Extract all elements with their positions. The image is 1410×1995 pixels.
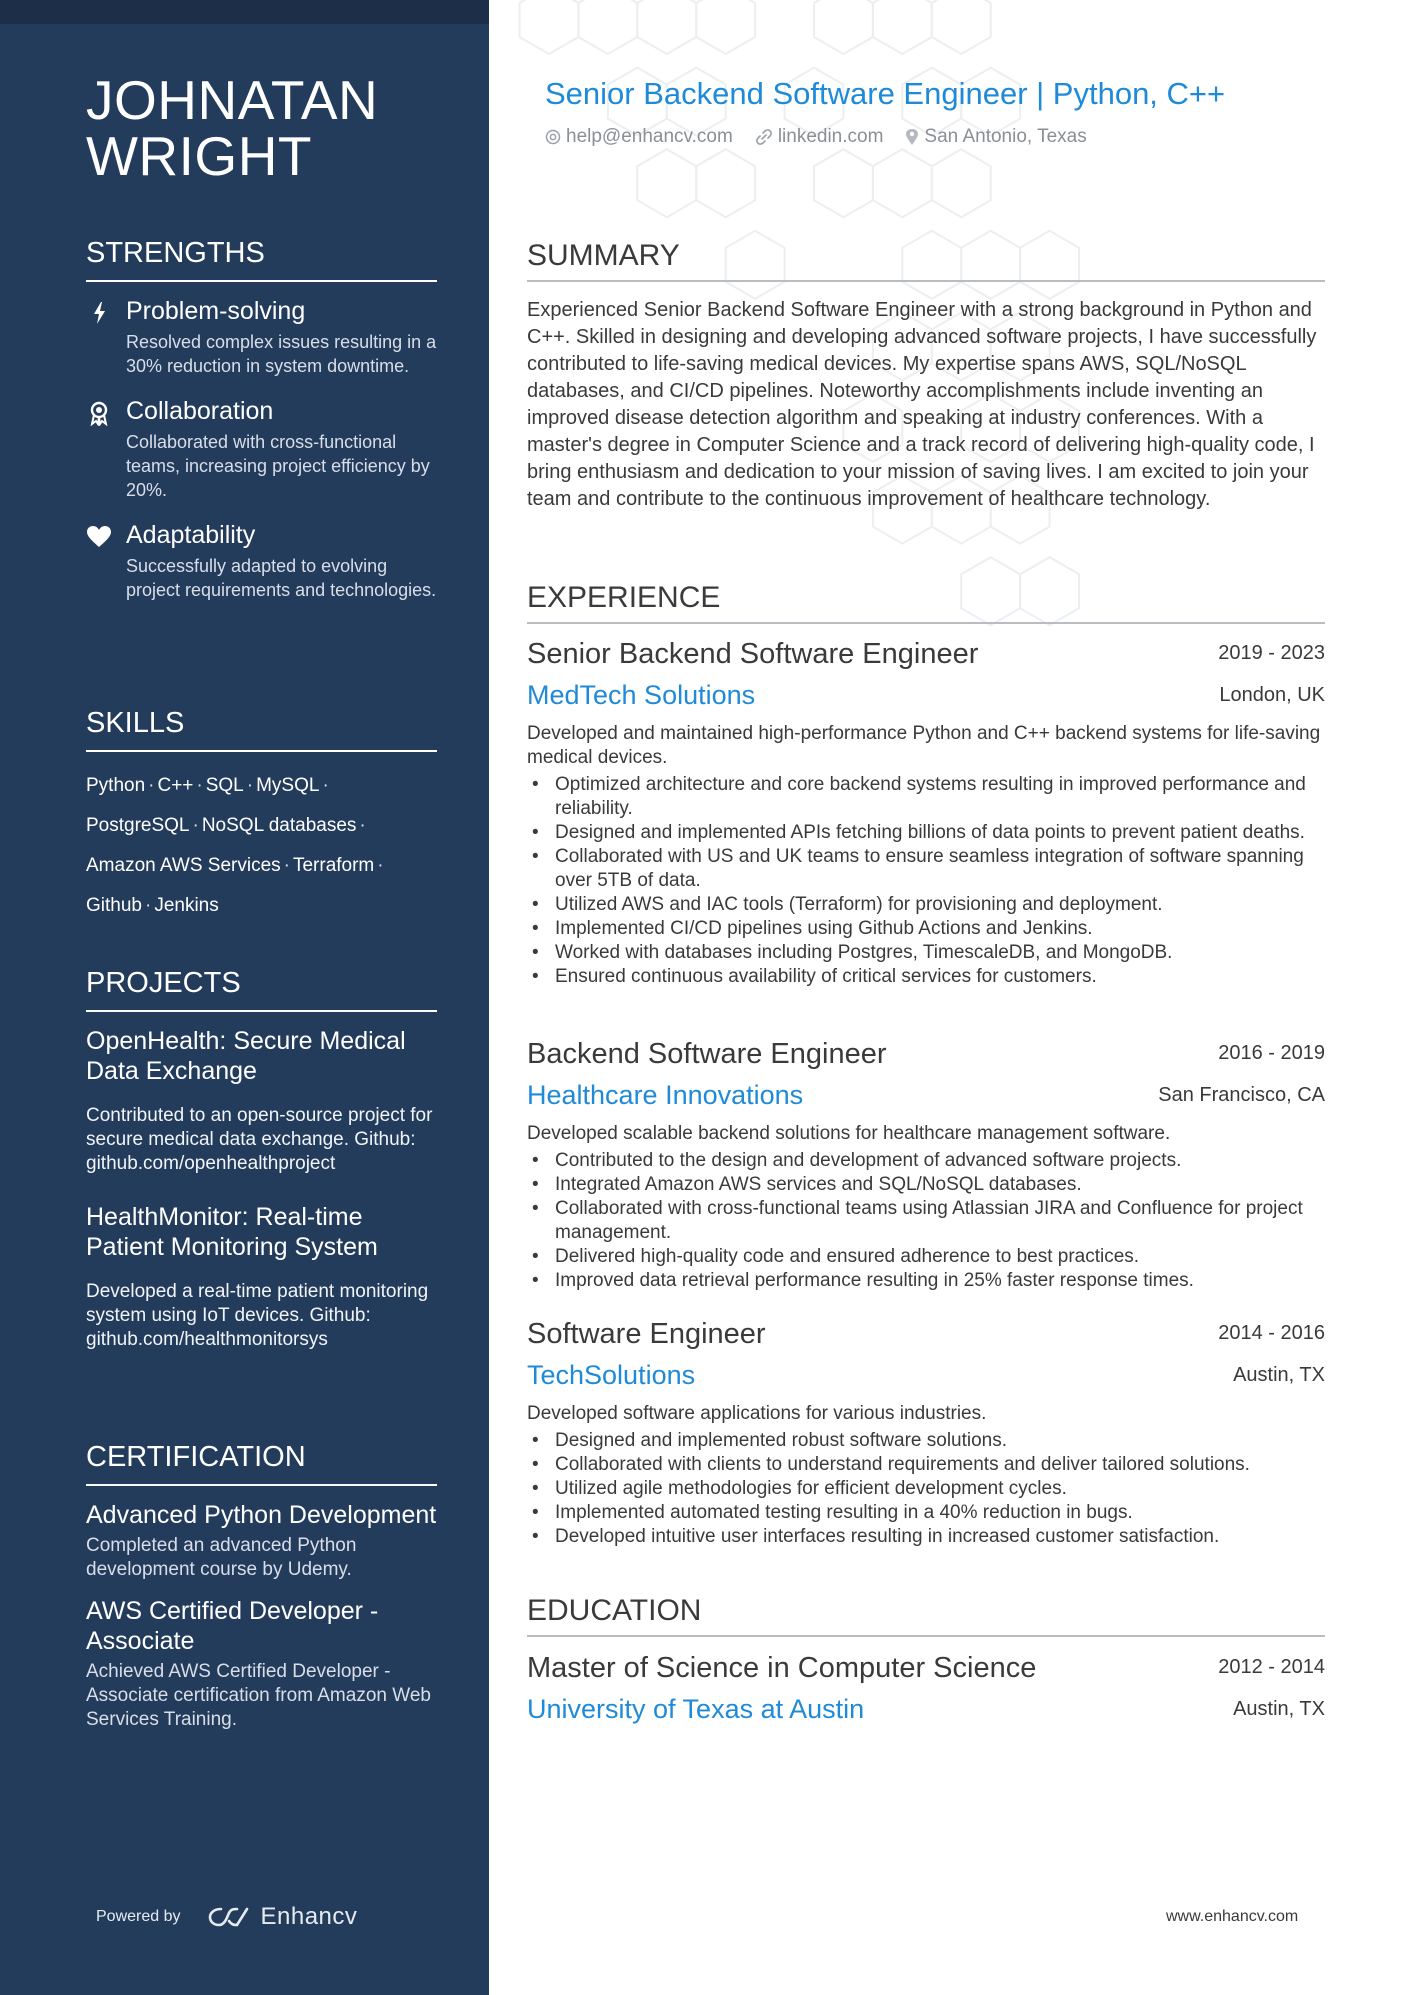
strengths-heading: STRENGTHS: [86, 236, 437, 282]
hexagon-shape: [520, 0, 579, 54]
strength-desc: Successfully adapted to evolving project requirements and technologies.: [126, 556, 437, 600]
email-text: help@enhancv.com: [566, 126, 733, 147]
job-bullets: [527, 1429, 1325, 1549]
footer-site-link[interactable]: www.enhancv.com: [1166, 1908, 1299, 1925]
experience-entry: [527, 1316, 1325, 1549]
job-location: San Francisco, CA: [1158, 1084, 1325, 1106]
job-dates: 2014 - 2016: [1218, 1322, 1325, 1344]
sidebar-top-bar: [0, 0, 489, 24]
cert-title: AWS Certified Developer - Associate: [86, 1597, 379, 1655]
contact-email[interactable]: [545, 126, 733, 148]
contact-linkedin[interactable]: [755, 126, 884, 148]
job-bullets: [527, 1149, 1325, 1293]
skills-list: Python · C++ · SQL · MySQL · PostgreSQL · NoSQL databases · Amazon AWS Services · Terraform · Github · Jenkins: [86, 775, 384, 916]
bullet-item: • Collaborated with clients to understand requirements and deliver tailored solutions.: [527, 1453, 1325, 1477]
experience-entry: [527, 636, 1325, 989]
bullet-item: • Delivered high-quality code and ensured adherence to best practices.: [527, 1245, 1325, 1269]
strength-title: Adaptability: [126, 521, 256, 549]
location-text: San Antonio, Texas: [924, 126, 1087, 147]
bullet-item: • Integrated Amazon AWS services and SQL/NoSQL databases.: [527, 1173, 1325, 1197]
job-company: Healthcare Innovations: [527, 1080, 804, 1110]
skill-tag: PostgreSQL: [86, 815, 190, 836]
school: University of Texas at Austin: [527, 1694, 865, 1724]
strength-title: Problem-solving: [126, 297, 306, 325]
hexagon-shape: [637, 0, 696, 54]
bullet-item: • Implemented automated testing resulting in a 40% reduction in bugs.: [527, 1501, 1325, 1525]
job-dates: 2016 - 2019: [1218, 1042, 1325, 1064]
powered-by: [96, 1900, 357, 1934]
skill-tag: Terraform: [292, 855, 375, 876]
bullet-item: • Collaborated with cross-functional teams using Atlassian JIRA and Confluence for project management.: [527, 1197, 1325, 1245]
strength-title: Collaboration: [126, 397, 274, 425]
job-description: Developed and maintained high-performance Python and C++ backend systems for life-saving medical devices.: [527, 723, 1321, 768]
certification-heading: CERTIFICATION: [86, 1440, 437, 1486]
summary-text: Experienced Senior Backend Software Engineer with a strong background in Python and C++. Skilled in designing and developing advanced software projects, I have successfully contributed to life-saving medical devices. My expertise spans AWS, SQL/NoSQL databases, and CI/CD pipelines. Noteworthy accomplishments include inventing an improved disease detection algorithm and speaking at industry conferences. With a master's degree in Computer Science and a track record of delivering high-quality code, I bring enthusiasm and dedication to your mission of saving lives. I am excited to join your team and contribute to the continuous improvement of healthcare technology.: [527, 299, 1317, 510]
strength-desc: Resolved complex issues resulting in a 30% reduction in system downtime.: [126, 332, 437, 376]
hexagon-shape: [814, 0, 873, 54]
skill-tag: Python: [86, 775, 146, 796]
job-description: Developed scalable backend solutions for healthcare management software.: [527, 1123, 1171, 1144]
cert-item: [86, 1500, 437, 1582]
hexagon-shape: [873, 149, 932, 217]
skill-tag: NoSQL databases: [201, 815, 357, 836]
certification-section: [86, 1440, 437, 1746]
projects-section: [86, 966, 437, 1378]
skills-heading: SKILLS: [86, 706, 437, 752]
headline: Senior Backend Software Engineer | Python, C++: [545, 76, 1226, 111]
enhancv-logo-icon: [207, 1905, 251, 1929]
at-icon: [545, 129, 561, 145]
skill-tag: C++: [157, 775, 194, 796]
job-location: Austin, TX: [1233, 1364, 1325, 1386]
strength-item: [86, 520, 437, 602]
contact-location: [905, 126, 1086, 148]
bullet-item: • Ensured continuous availability of critical services for customers.: [527, 965, 1325, 989]
job-bullets: [527, 773, 1325, 989]
candidate-name: JOHNATAN WRIGHT: [86, 69, 379, 187]
skill-tag: Github: [86, 895, 142, 916]
projects-heading: PROJECTS: [86, 966, 437, 1012]
degree: Master of Science in Computer Science: [527, 1652, 1037, 1684]
bullet-item: • Optimized architecture and core backend systems resulting in improved performance and reliability.: [527, 773, 1325, 821]
skill-tag: SQL: [205, 775, 244, 796]
link-icon: [755, 128, 773, 146]
hexagon-shape: [932, 149, 991, 217]
job-dates: 2019 - 2023: [1218, 642, 1325, 664]
hexagon-shape: [696, 0, 755, 54]
experience-heading: EXPERIENCE: [527, 580, 1325, 624]
cert-desc: Completed an advanced Python development course by Udemy.: [86, 1535, 357, 1580]
education-heading: EDUCATION: [527, 1593, 1325, 1637]
skill-tag: Jenkins: [154, 895, 219, 916]
education-dates: 2012 - 2014: [1218, 1656, 1325, 1678]
project-item: [86, 1202, 437, 1352]
summary-heading: SUMMARY: [527, 238, 1325, 282]
award-icon: [86, 400, 112, 426]
job-location: London, UK: [1219, 684, 1325, 706]
strengths-section: [86, 236, 437, 620]
skill-tag: MySQL: [256, 775, 320, 796]
job-title: Backend Software Engineer: [527, 1038, 887, 1070]
bullet-item: • Developed intuitive user interfaces resulting in increased customer satisfaction.: [527, 1525, 1325, 1549]
hexagon-shape: [578, 0, 637, 54]
education-entry: [527, 1650, 1325, 1734]
experience-entry: [527, 1036, 1325, 1293]
contact-bar: [545, 126, 1109, 148]
hexagon-shape: [873, 0, 932, 54]
hexagon-shape: [637, 149, 696, 217]
cert-title: Advanced Python Development: [86, 1501, 437, 1529]
hexagon-shape: [932, 0, 991, 54]
bullet-item: • Worked with databases including Postgres, TimescaleDB, and MongoDB.: [527, 941, 1325, 965]
project-desc: Developed a real-time patient monitoring system using IoT devices. Github: github.com/healthmonitorsys: [86, 1281, 429, 1350]
lightning-icon: [86, 300, 112, 326]
strength-item: [86, 396, 437, 502]
project-item: [86, 1026, 437, 1176]
skill-tag: Amazon AWS Services: [86, 855, 281, 876]
strength-desc: Collaborated with cross-functional teams, increasing project efficiency by 20%.: [126, 432, 430, 500]
skills-section: [86, 706, 437, 926]
cert-desc: Achieved AWS Certified Developer - Associate certification from Amazon Web Services Training.: [86, 1661, 431, 1730]
job-company: MedTech Solutions: [527, 680, 756, 710]
heart-icon: [86, 524, 112, 550]
job-title: Senior Backend Software Engineer: [527, 638, 979, 670]
enhancv-wordmark: Enhancv: [260, 1903, 358, 1930]
enhancv-logo[interactable]: [207, 1903, 358, 1931]
education-location: Austin, TX: [1233, 1698, 1325, 1720]
project-title: OpenHealth: Secure Medical Data Exchange: [86, 1027, 406, 1085]
linkedin-text: linkedin.com: [777, 126, 884, 147]
project-desc: Contributed to an open-source project for secure medical data exchange. Github: github.com/openhealthproject: [86, 1105, 433, 1174]
bullet-item: • Implemented CI/CD pipelines using Github Actions and Jenkins.: [527, 917, 1325, 941]
powered-by-label: Powered by: [96, 1908, 181, 1925]
bullet-item: • Designed and implemented APIs fetching billions of data points to prevent patient deaths.: [527, 821, 1325, 845]
cert-item: [86, 1596, 437, 1732]
project-title: HealthMonitor: Real-time Patient Monitoring System: [86, 1203, 378, 1261]
bullet-item: • Designed and implemented robust software solutions.: [527, 1429, 1325, 1453]
bullet-item: • Contributed to the design and development of advanced software projects.: [527, 1149, 1325, 1173]
bullet-item: • Utilized agile methodologies for efficient development cycles.: [527, 1477, 1325, 1501]
strength-item: [86, 296, 437, 378]
job-title: Software Engineer: [527, 1318, 766, 1350]
bullet-item: • Collaborated with US and UK teams to ensure seamless integration of software spanning over 5TB of data.: [527, 845, 1325, 893]
bullet-item: • Improved data retrieval performance resulting in 25% faster response times.: [527, 1269, 1325, 1293]
hexagon-shape: [696, 149, 755, 217]
bullet-item: • Utilized AWS and IAC tools (Terraform) for provisioning and deployment.: [527, 893, 1325, 917]
job-company: TechSolutions: [527, 1360, 696, 1390]
sidebar: [0, 0, 489, 1995]
job-description: Developed software applications for various industries.: [527, 1403, 987, 1424]
location-pin-icon: [905, 128, 919, 146]
hexagon-shape: [814, 149, 873, 217]
